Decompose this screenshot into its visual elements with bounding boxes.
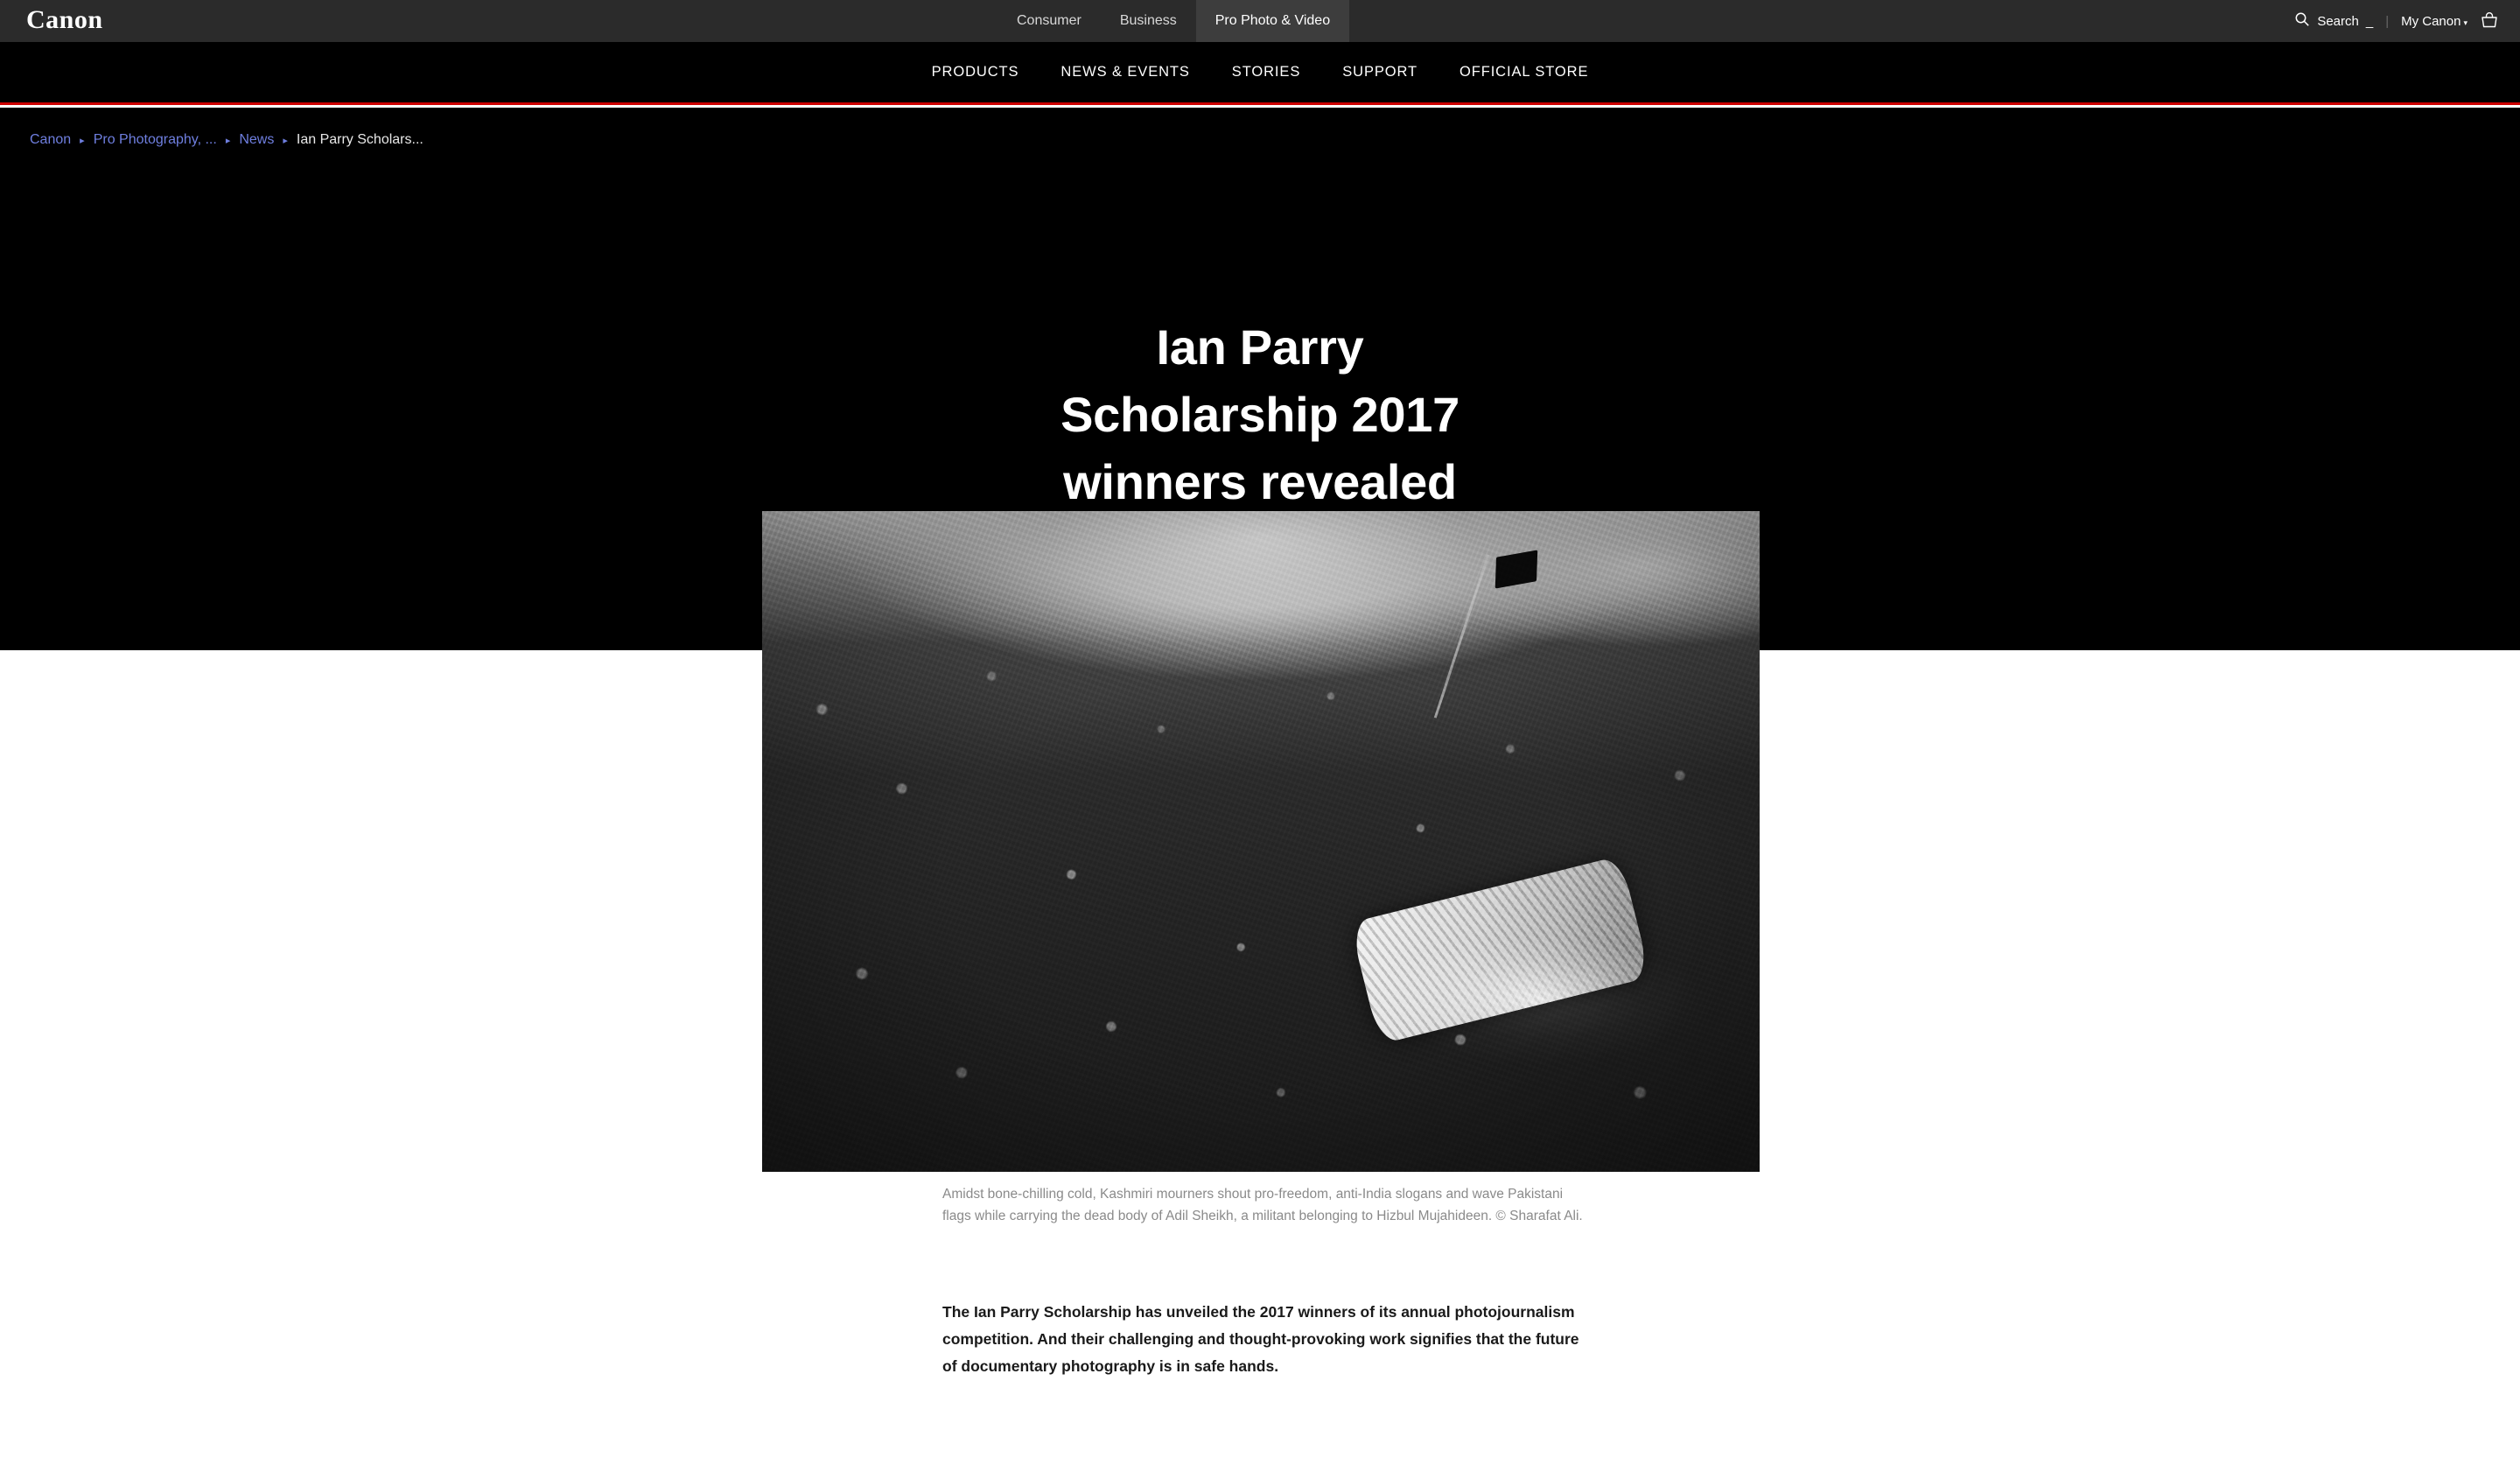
utility-actions [2294, 0, 2499, 42]
crowd-photograph [762, 511, 1760, 1172]
photo-vignette [762, 511, 1760, 1172]
breadcrumb-item-pro-photography[interactable]: Pro Photography, ... [93, 132, 217, 147]
main-navigation [0, 42, 2520, 105]
utility-separator: | [2385, 13, 2390, 29]
audience-nav [998, 0, 1349, 42]
flag-pole-shape [1434, 555, 1490, 719]
search-cursor: _ [2365, 13, 2374, 29]
shopping-basket-icon[interactable] [2480, 11, 2499, 31]
canon-logo[interactable]: Canon [26, 5, 103, 34]
top-utility-bar [0, 0, 2520, 42]
article-standfirst: The Ian Parry Scholarship has unveiled the 2017 winners of its annual photojournalism competition. And their challenging and thought-provoking work signifies that the future of documentary photography is in safe hands. [942, 1303, 1579, 1375]
page-title-line-2: Scholarship 2017 [1060, 387, 1460, 442]
breadcrumb [30, 132, 424, 148]
shrouded-body-shape [1349, 856, 1650, 1045]
breadcrumb-item-current: Ian Parry Scholars... [296, 132, 424, 147]
nav-item-stories[interactable]: STORIES [1231, 64, 1301, 80]
topnav-item-pro-photo-video[interactable]: Pro Photo & Video [1196, 0, 1349, 42]
breadcrumb-separator-icon: ▸ [283, 135, 288, 146]
breadcrumb-separator-icon: ▸ [80, 135, 85, 146]
search-label: Search [2317, 13, 2359, 29]
image-caption: Amidst bone-chilling cold, Kashmiri mourners shout pro-freedom, anti-India slogans and wave Pakistani flags while carrying the dead body of Adil Sheikh, a militant belonging to Hizbul Mujahideen. © Sharafat Ali. [942, 1187, 1583, 1223]
article-hero-image [762, 511, 1760, 1172]
my-canon-label: My Canon [2401, 13, 2461, 29]
breadcrumb-item-news[interactable]: News [239, 132, 275, 147]
page-title-line-3: winners revealed [1063, 454, 1457, 509]
page-title-line-1: Ian Parry [1156, 319, 1364, 375]
chevron-down-icon: ▾ [2463, 18, 2468, 27]
nav-item-support[interactable]: SUPPORT [1342, 64, 1418, 80]
flag-shape [1495, 550, 1537, 589]
breadcrumb-item-canon[interactable]: Canon [30, 132, 72, 147]
nav-item-products[interactable]: PRODUCTS [931, 64, 1019, 80]
my-canon-menu[interactable] [2401, 14, 2468, 29]
page-title [0, 313, 2520, 515]
breadcrumb-separator-icon: ▸ [225, 135, 231, 146]
nav-item-official-store[interactable]: OFFICIAL STORE [1460, 64, 1589, 80]
topnav-item-consumer[interactable]: Consumer [1017, 13, 1082, 28]
search-icon [2294, 11, 2310, 31]
search-button[interactable] [2294, 11, 2373, 31]
topnav-item-business[interactable]: Business [1119, 13, 1177, 28]
nav-item-news-events[interactable]: NEWS & EVENTS [1060, 64, 1190, 80]
